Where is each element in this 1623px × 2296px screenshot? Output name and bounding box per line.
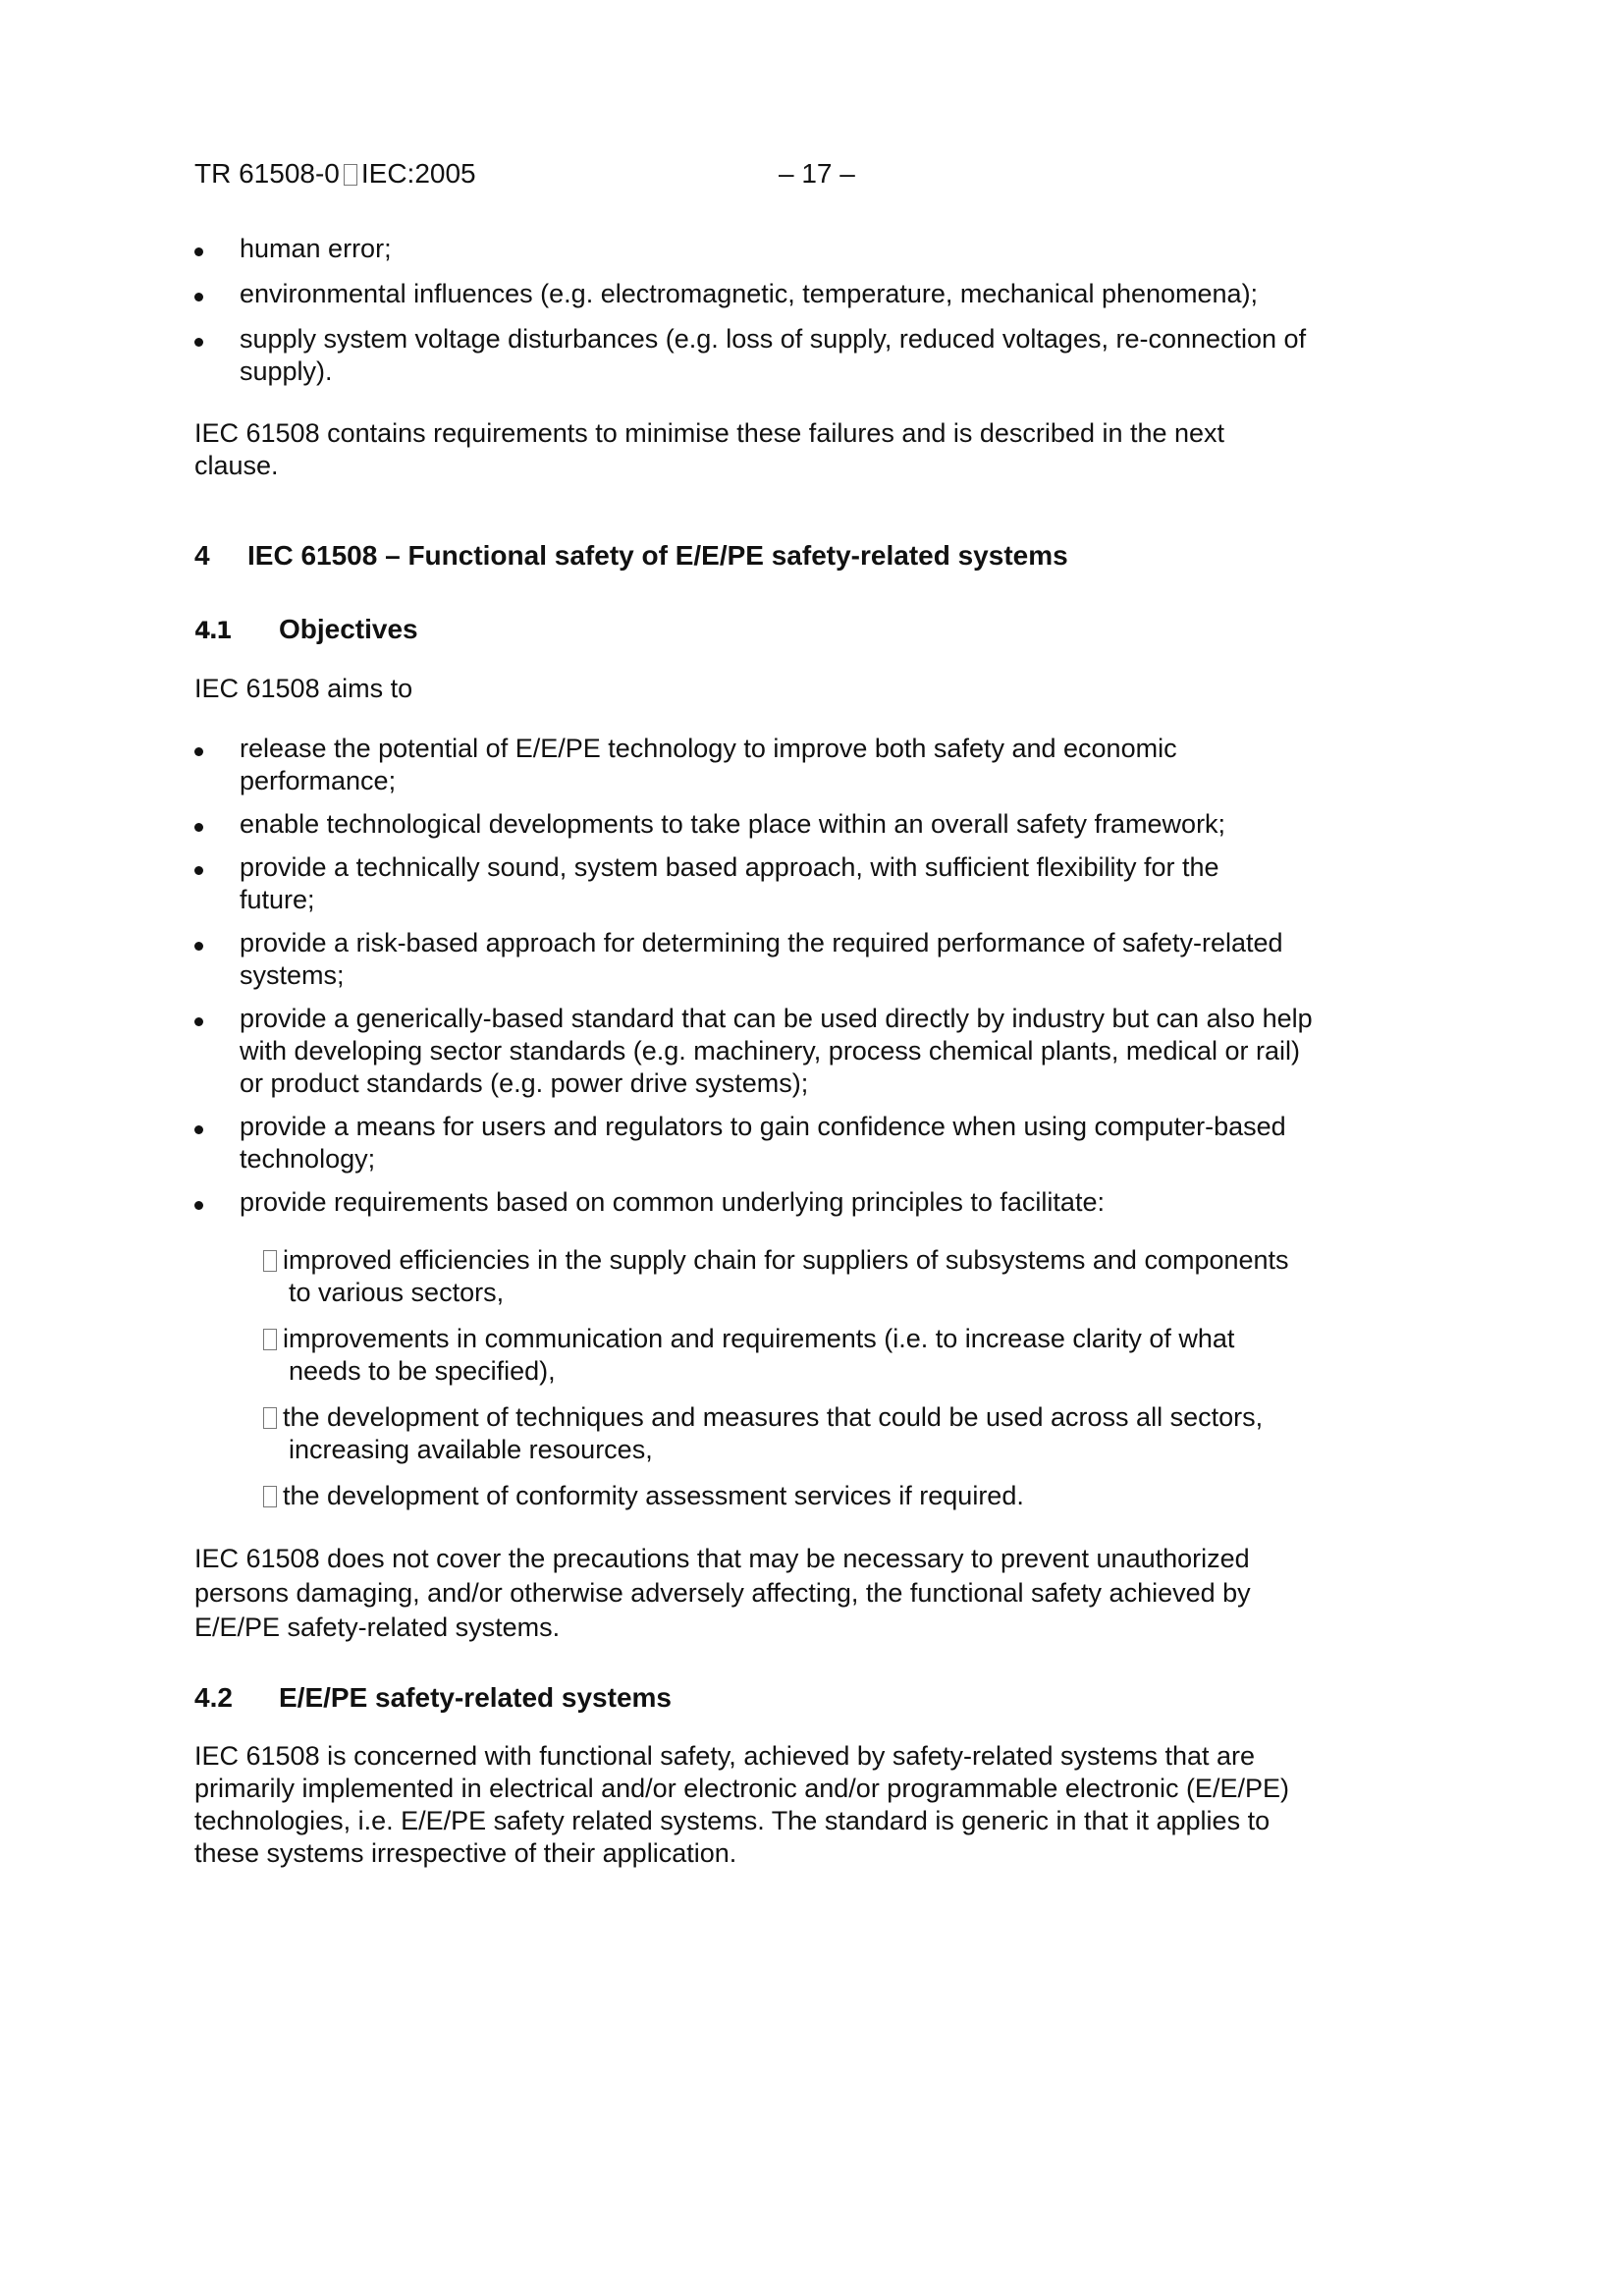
intro-bullet-list: [194, 233, 1333, 388]
sub-list-item: [194, 1244, 1294, 1309]
list-item: [194, 1003, 1324, 1100]
bullet-icon: [194, 293, 203, 301]
section-4-2-body: [194, 1740, 1333, 1870]
list-item-text: provide a risk-based approach for determining the required performance of safety-related systems;: [240, 928, 1283, 990]
sub-item-text: the development of conformity assessment services if required.: [283, 1481, 1024, 1510]
page-header: [194, 157, 1333, 192]
doc-id-prefix: TR 61508-0: [194, 158, 340, 189]
doc-id-suffix: IEC:2005: [360, 158, 476, 189]
page-number: – 17 –: [779, 158, 855, 189]
document-identifier: [194, 157, 476, 190]
section-number: 4.1: [194, 617, 231, 644]
missing-glyph-icon: [344, 164, 357, 186]
missing-glyph-icon: [263, 1329, 277, 1350]
section-4-heading: [194, 539, 1333, 572]
list-item-text: enable technological developments to take place within an overall safety framework;: [240, 809, 1226, 839]
section-4-1-heading: [194, 613, 1333, 647]
section-4-2-heading: [194, 1681, 1333, 1714]
paragraph-text: IEC 61508 contains requirements to minimise these failures and is described in the next clause.: [194, 418, 1225, 480]
list-item: [194, 278, 1333, 310]
bullet-icon: [194, 866, 203, 875]
missing-glyph-icon: [263, 1486, 277, 1507]
list-item: [194, 233, 1333, 265]
sub-item-text: improvements in communication and requirements (i.e. to increase clarity of what needs to be specified),: [283, 1324, 1235, 1386]
paragraph-text: IEC 61508 aims to: [194, 674, 413, 703]
list-item: [194, 927, 1324, 992]
list-item: [194, 851, 1324, 916]
section-4-1-lead: [194, 673, 1333, 705]
list-item-text: release the potential of E/E/PE technology to improve both safety and economic performance;: [240, 734, 1177, 795]
list-item-text: supply system voltage disturbances (e.g. loss of supply, reduced voltages, re-connection of supply).: [240, 324, 1307, 386]
bullet-icon: [194, 942, 203, 951]
list-item-text: provide a generically-based standard that can be used directly by industry but can also help with developing sector standards (e.g. machinery, process chemical plants, medical or rail) or product standards (e.g. power drive systems);: [240, 1004, 1313, 1098]
section-4-1-closing: [194, 1542, 1333, 1645]
intro-paragraph: [194, 417, 1333, 482]
bullet-icon: [194, 338, 203, 347]
section-number: 4: [194, 540, 210, 571]
missing-glyph-icon: [263, 1407, 277, 1429]
list-item-text: provide a technically sound, system based approach, with sufficient flexibility for the future;: [240, 852, 1219, 914]
bullet-icon: [194, 247, 203, 256]
section-title: E/E/PE safety-related systems: [279, 1682, 672, 1713]
bullet-icon: [194, 1017, 203, 1026]
missing-glyph-icon: [263, 1250, 277, 1272]
list-item-text: environmental influences (e.g. electromagnetic, temperature, mechanical phenomena);: [240, 279, 1259, 308]
bullet-icon: [194, 1201, 203, 1210]
list-item-text: human error;: [240, 234, 392, 263]
sub-list-item: [194, 1401, 1294, 1466]
objectives-bullet-list: [194, 733, 1333, 1219]
list-item: [194, 733, 1324, 797]
section-number: 4.2: [194, 1682, 233, 1713]
section-title: Objectives: [279, 614, 418, 644]
list-item: [194, 323, 1333, 388]
list-item-text: provide a means for users and regulators to gain confidence when using computer-based technology;: [240, 1112, 1286, 1174]
bullet-icon: [194, 1125, 203, 1134]
sub-list-item: [194, 1480, 1294, 1512]
sub-list-item: [194, 1323, 1294, 1388]
bullet-icon: [194, 747, 203, 756]
sub-item-text: improved efficiencies in the supply chain for suppliers of subsystems and components to various sectors,: [283, 1245, 1289, 1307]
list-item-text: provide requirements based on common underlying principles to facilitate:: [240, 1187, 1105, 1217]
bullet-icon: [194, 823, 203, 832]
facilitate-sub-list: [194, 1244, 1333, 1512]
sub-item-text: the development of techniques and measures that could be used across all sectors, increasing available resources,: [283, 1402, 1264, 1464]
list-item: [194, 808, 1324, 841]
section-title: IEC 61508 – Functional safety of E/E/PE safety-related systems: [247, 540, 1068, 571]
list-item: [194, 1111, 1324, 1175]
list-item: [194, 1186, 1324, 1219]
paragraph-text: IEC 61508 does not cover the precautions that may be necessary to prevent unauthorized persons damaging, and/or otherwise adversely affecting, the functional safety achieved by E/E/PE safety-related systems.: [194, 1544, 1251, 1642]
paragraph-text: IEC 61508 is concerned with functional safety, achieved by safety-related systems that are primarily implemented in electrical and/or electronic and/or programmable electronic (E/E/PE) technologies, i.e. E/E/PE safety related systems. The standard is generic in that it applies to these systems irrespective of their application.: [194, 1741, 1289, 1868]
